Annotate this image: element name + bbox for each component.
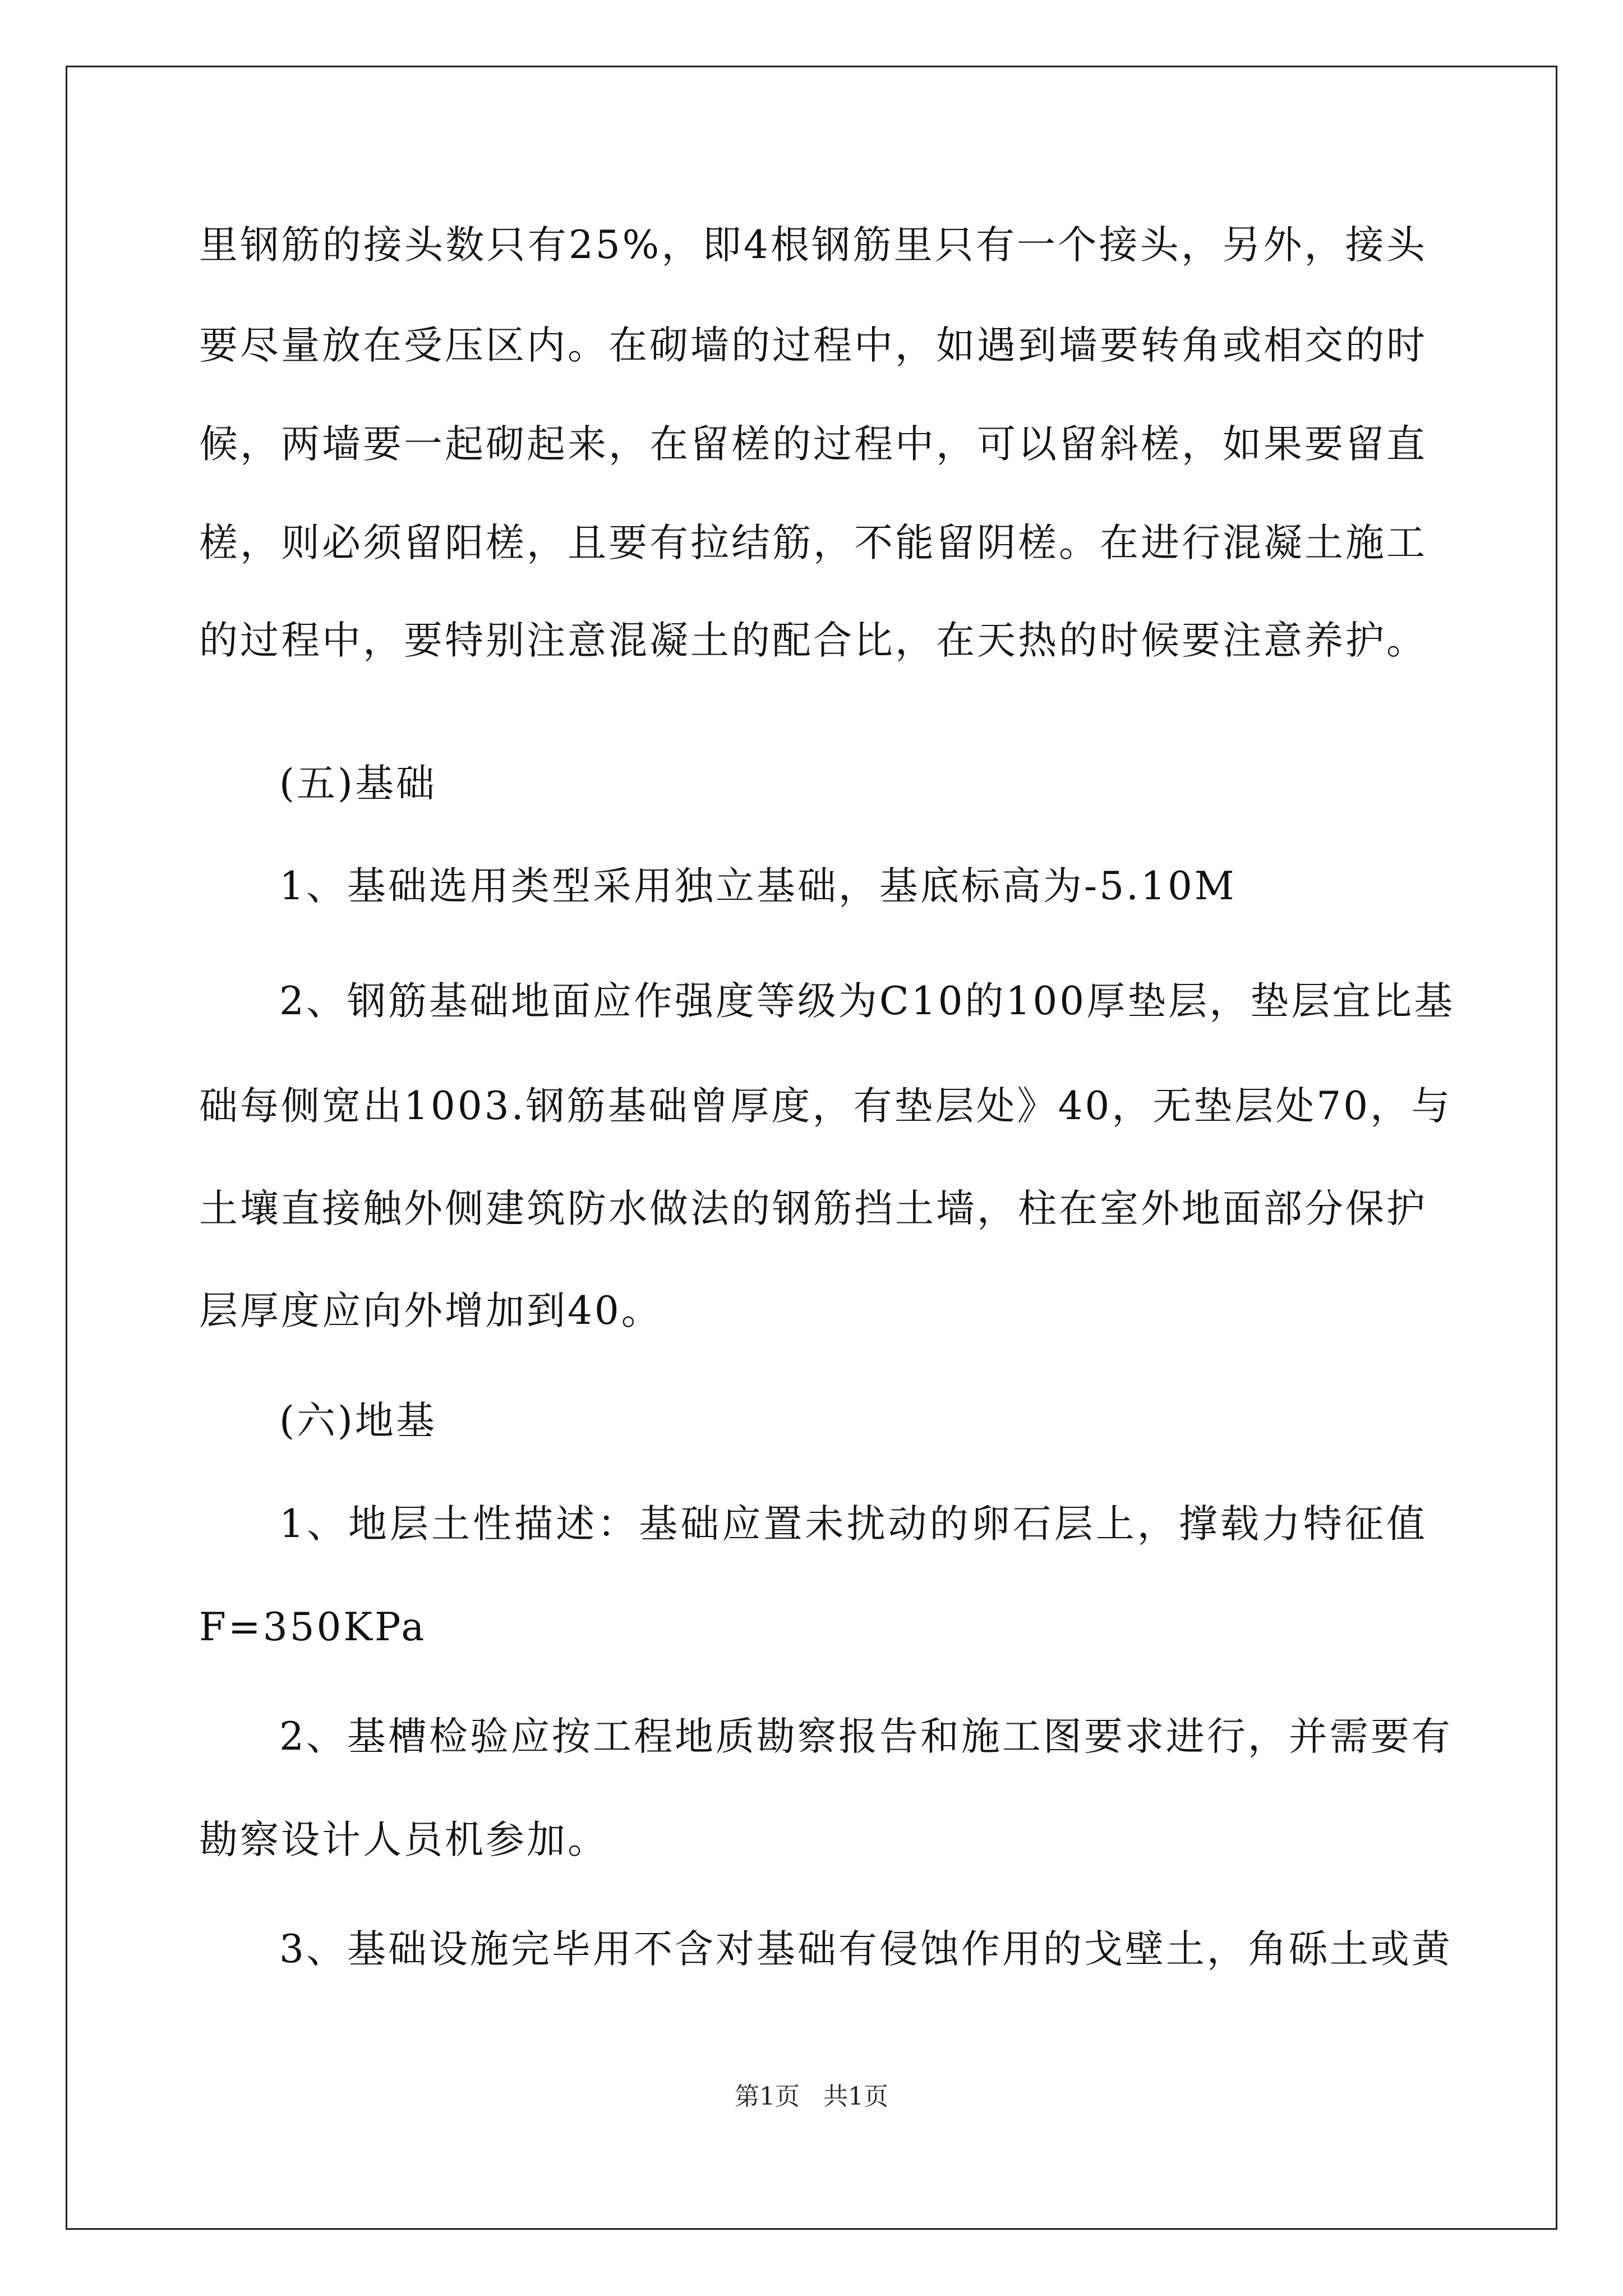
body-line: 的过程中，要特别注意混凝土的配合比，在天热的时候要注意养护。 <box>199 618 1427 663</box>
page-total: 共1页 <box>823 2082 888 2111</box>
body-line: 3、基础设施完毕用不含对基础有侵蚀作用的戈壁土，角砾土或黄 <box>279 1927 1453 1972</box>
section-heading: (六)地基 <box>279 1398 437 1443</box>
body-line: 1、地层土性描述：基础应置未扰动的卵石层上，撑载力特征值 <box>279 1502 1427 1547</box>
section-heading: (五)基础 <box>279 761 437 806</box>
body-line: 层厚度应向外增加到40。 <box>199 1289 662 1333</box>
body-line: F=350KPa <box>199 1605 427 1650</box>
body-line: 础每侧宽出1003.钢筋基础曾厚度，有垫层处》40，无垫层处70，与 <box>199 1084 1453 1129</box>
page-border <box>66 66 1557 2230</box>
page-number: 第1页 <box>735 2082 800 2111</box>
body-line: 要尽量放在受压区内。在砌墙的过程中，如遇到墙要转角或相交的时 <box>199 323 1427 368</box>
body-line: 勘察设计人员机参加。 <box>199 1818 608 1862</box>
page-footer <box>0 2081 1623 2113</box>
body-line: 槎，则必须留阳槎，且要有拉结筋，不能留阴槎。在进行混凝土施工 <box>199 521 1427 565</box>
body-line: 候，两墙要一起砌起来，在留槎的过程中，可以留斜槎，如果要留直 <box>199 422 1427 467</box>
body-line: 里钢筋的接头数只有25%，即4根钢筋里只有一个接头，另外，接头 <box>199 223 1427 268</box>
body-line: 2、基槽检验应按工程地质勘察报告和施工图要求进行，并需要有 <box>279 1714 1453 1759</box>
body-line: 1、基础选用类型采用独立基础，基底标高为-5.10M <box>279 864 1237 909</box>
body-line: 土壤直接触外侧建筑防水做法的钢筋挡土墙，柱在室外地面部分保护 <box>199 1186 1427 1231</box>
body-line: 2、钢筋基础地面应作强度等级为C10的100厚垫层，垫层宜比基 <box>279 979 1455 1024</box>
